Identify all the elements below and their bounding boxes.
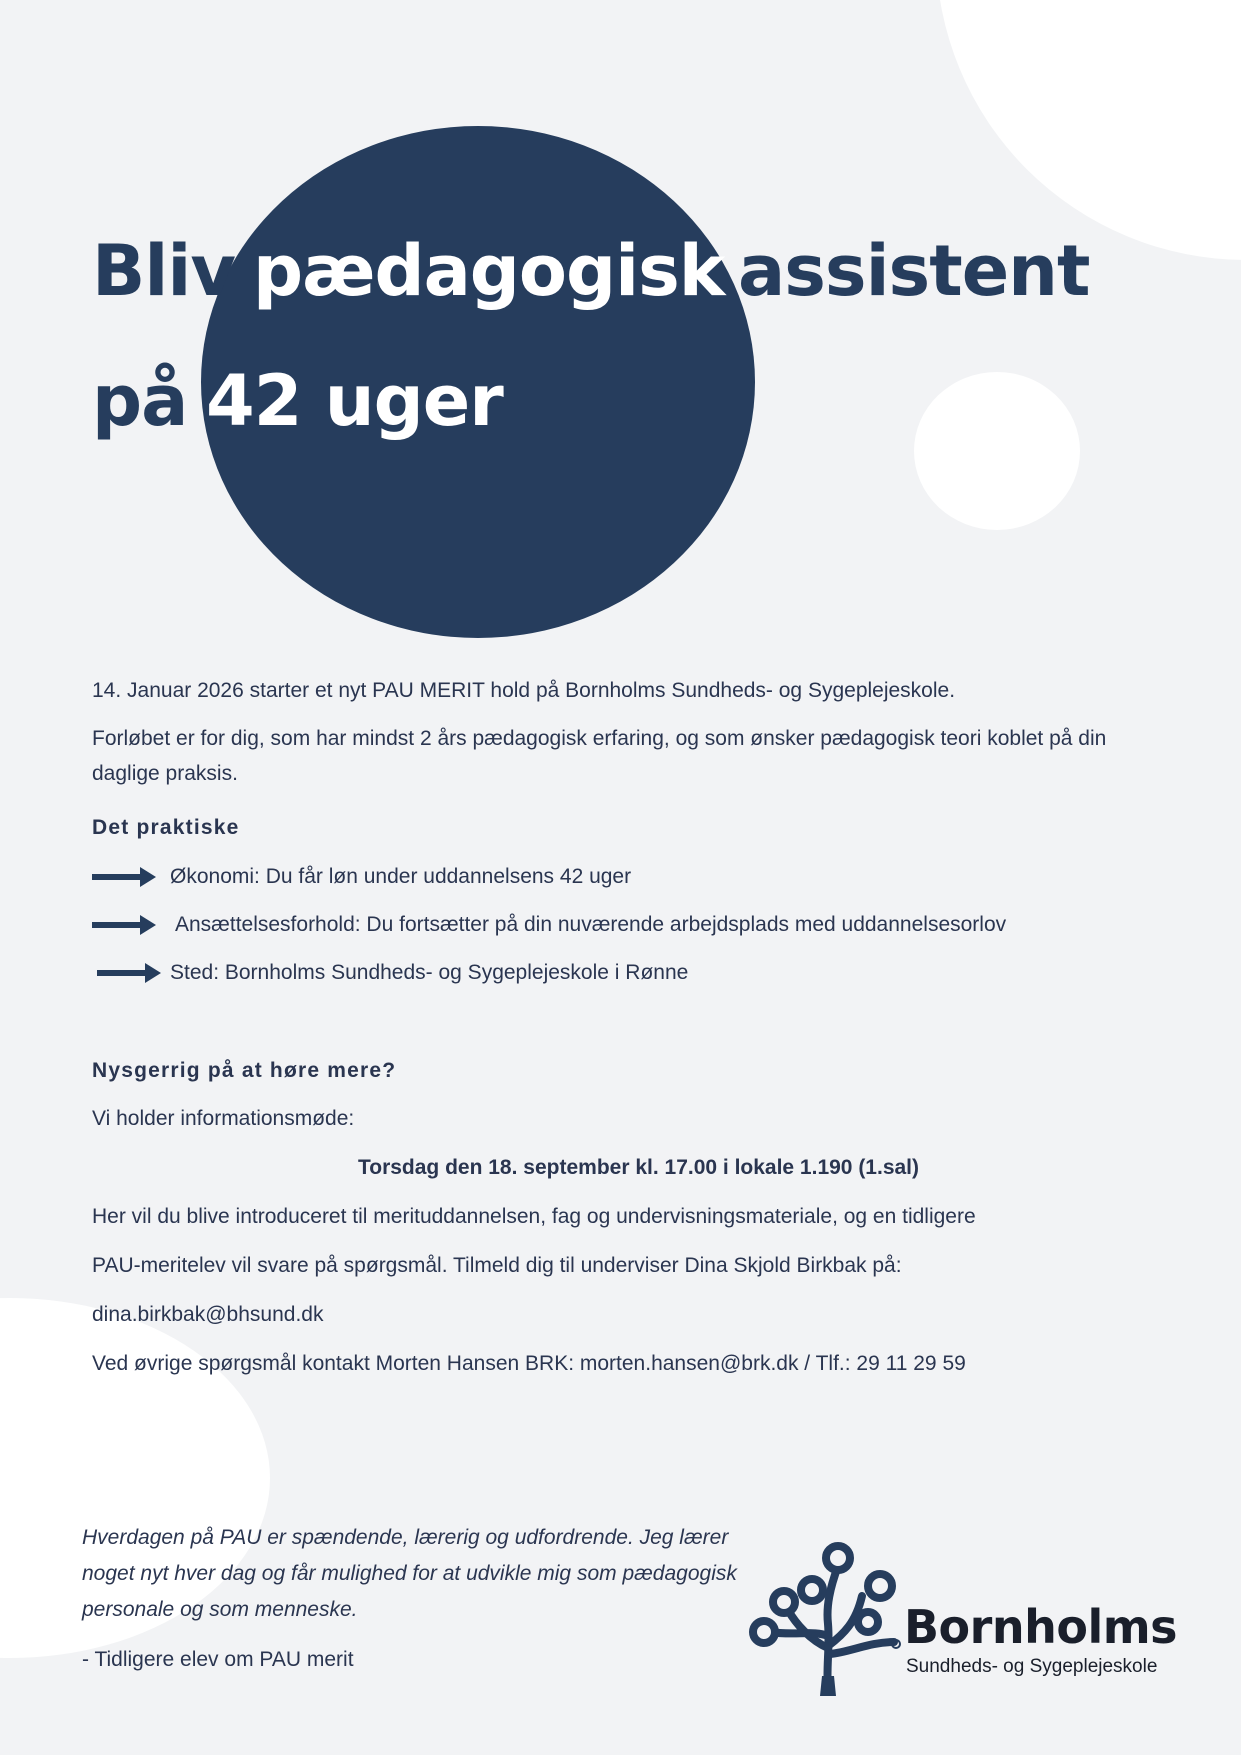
logo-subtitle: Sundheds- og Sygeplejeskole xyxy=(906,1656,1158,1677)
arrow-right-icon xyxy=(92,915,156,935)
practical-item-employment xyxy=(92,907,1006,942)
arrow-right-icon xyxy=(97,963,161,983)
logo-name: Bornholms xyxy=(904,1600,1178,1654)
practical-item-label: Ansættelsesforhold: Du fortsætter på din nuværende arbejdsplads med uddannelsesorlov xyxy=(175,912,1007,936)
title-word-42-uger: 42 uger xyxy=(206,360,503,442)
practical-item-label: Økonomi: Du får løn under uddannelsens 42 uger xyxy=(170,864,632,888)
practical-item-label: Sted: Bornholms Sundheds- og Sygeplejeskole i Rønne xyxy=(170,960,689,984)
school-logo xyxy=(744,1536,1184,1696)
title-word-assistent: assistent xyxy=(738,230,1090,312)
practical-heading: Det praktiske xyxy=(92,816,240,839)
practical-item-location xyxy=(97,955,688,990)
info-body-line2: PAU-meritelev vil svare på spørgsmål. Tilmeld dig til underviser Dina Skjold Birkbak på: xyxy=(92,1254,902,1277)
info-lead: Vi holder informationsmøde: xyxy=(92,1107,355,1130)
student-quote: Hverdagen på PAU er spændende, lærerig og udfordrende. Jeg lærer noget nyt hver dag og får mulighed for at udvikle mig som pædagogisk personale og som menneske. xyxy=(82,1526,737,1621)
contact-info: Ved øvrige spørgsmål kontakt Morten Hansen BRK: morten.hansen@brk.dk / Tlf.: 29 11 29 59 xyxy=(92,1352,966,1375)
info-body-line1: Her vil du blive introduceret til merituddannelsen, fag og undervisningsmateriale, og en tidligere xyxy=(92,1205,976,1228)
decorative-circle-top-right xyxy=(936,0,1241,260)
meeting-details: Torsdag den 18. september kl. 17.00 i lokale 1.190 (1.sal) xyxy=(357,1156,920,1179)
info-heading: Nysgerrig på at høre mere? xyxy=(92,1059,397,1082)
title-word-paedagogisk: pædagogisk xyxy=(253,230,725,312)
tree-network-icon xyxy=(744,1536,904,1696)
signup-email-link[interactable]: dina.birkbak@bhsund.dk xyxy=(92,1303,324,1326)
quote-source: - Tidligere elev om PAU merit xyxy=(82,1648,354,1671)
arrow-right-icon xyxy=(92,867,156,887)
title-word-bliv: Bliv xyxy=(92,230,235,312)
intro-start-date: 14. Januar 2026 starter et nyt PAU MERIT hold på Bornholms Sundheds- og Sygeplejeskole. xyxy=(92,679,956,702)
title-word-paa: på xyxy=(92,360,188,442)
intro-target-group: Forløbet er for dig, som har mindst 2 års pædagogisk erfaring, og som ønsker pædagogisk teori koblet på din daglige praksis. xyxy=(92,727,1107,785)
decorative-circle-small xyxy=(914,372,1080,530)
practical-item-economy xyxy=(92,859,631,894)
